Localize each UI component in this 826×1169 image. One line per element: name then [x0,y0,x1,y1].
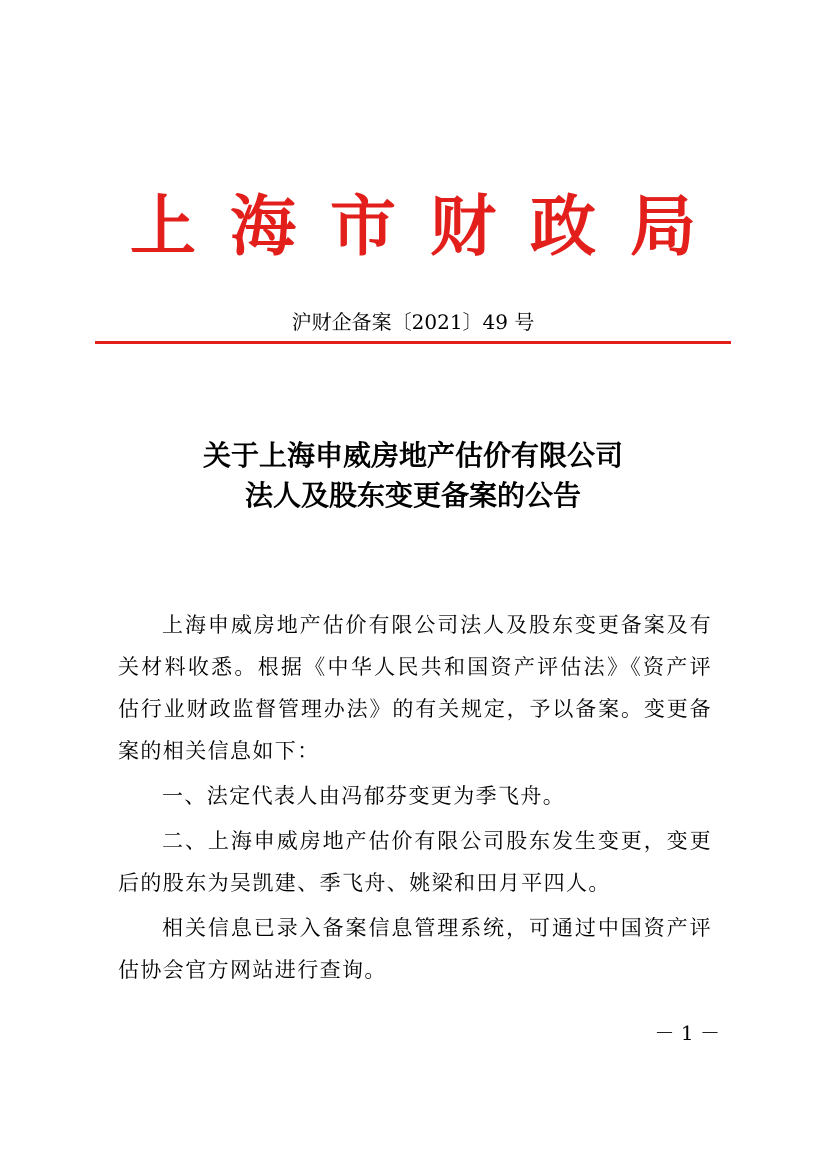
page-number: － 1 － [654,1021,720,1045]
body-paragraph-1: 上海申威房地产估价有限公司法人及股东变更备案及有关材料收悉。根据《中华人民共和国资产评估法》《资产评估行业财政监督管理办法》的有关规定，予以备案。变更备案的相关信息如下： [118,613,712,763]
body-paragraph-2: 一、法定代表人由冯郁芬变更为季飞舟。 [162,784,566,808]
document-number: 沪财企备案〔2021〕49 号 [291,310,535,334]
document-title [0,436,826,516]
document-body [118,604,712,994]
body-paragraph-3: 二、上海申威房地产估价有限公司股东发生变更，变更后的股东为吴凯建、季飞舟、姚梁和田月平四人。 [118,829,712,895]
body-paragraph-4: 相关信息已录入备案信息管理系统，可通过中国资产评估协会官方网站进行查询。 [118,916,712,982]
title-line-1: 关于上海申威房地产估价有限公司 [202,439,623,472]
red-divider-line [95,341,731,344]
agency-header: 上海市财政局 [130,187,730,265]
title-line-2: 法人及股东变更备案的公告 [244,479,581,512]
